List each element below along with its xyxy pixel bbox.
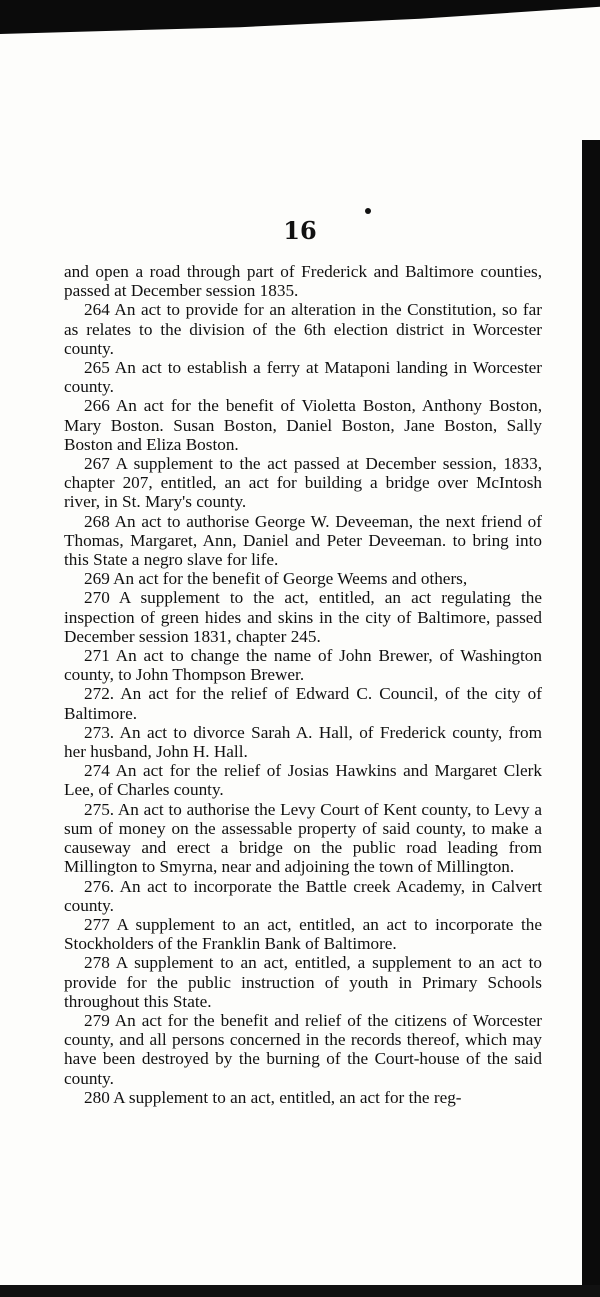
act-entry-270: 270 A supplement to the act, entitled, an act regulating the inspection of green hides and skins in the city of Baltimore, passed December session 1831, chapter 245. — [64, 588, 542, 646]
page-content — [64, 262, 542, 1107]
page-number: 16 — [283, 216, 317, 245]
act-entry-268: 268 An act to authorise George W. Deveeman, the next friend of Thomas, Margaret, Ann, Daniel and Peter Deveeman. to bring into this State a negro slave for life. — [64, 511, 542, 570]
act-entry-264: 264 An act to provide for an alteration in the Constitution, so far as relates to the division of the 6th election district in Worcester county. — [64, 300, 542, 358]
act-entry-275: 275. An act to authorise the Levy Court of Kent county, to Levy a sum of money on the assessable property of said county, to make a causeway and erect a bridge on the public road leading from Millington to Smyrna, near and adjoining the town of Millington. — [64, 799, 542, 877]
ink-dot — [365, 208, 371, 214]
act-entry-278: 278 A supplement to an act, entitled, a supplement to an act to provide for the public instruction of youth in Primary Schools throughout this State. — [64, 953, 542, 1011]
act-entry-271: 271 An act to change the name of John Brewer, of Washington county, to John Thompson Brewer. — [64, 646, 542, 685]
act-entry-272: 272. An act for the relief of Edward C. Council, of the city of Baltimore. — [64, 684, 542, 723]
act-entry-277: 277 A supplement to an act, entitled, an act to incorporate the Stockholders of the Franklin Bank of Baltimore. — [64, 914, 542, 954]
act-entry-267: 267 A supplement to the act passed at December session, 1833, chapter 207, entitled, an act for building a bridge over McIntosh river, in St. Mary's county. — [64, 454, 542, 512]
act-entry-269: 269 An act for the benefit of George Weems and others, — [84, 569, 468, 589]
scan-border-right — [582, 140, 600, 1297]
paragraph-continuation: and open a road through part of Frederick and Baltimore counties, passed at December session 1835. — [64, 262, 542, 301]
act-entry-273: 273. An act to divorce Sarah A. Hall, of Frederick county, from her husband, John H. Hall. — [64, 722, 542, 762]
act-entry-274: 274 An act for the relief of Josias Hawkins and Margaret Clerk Lee, of Charles county. — [64, 761, 542, 800]
act-entry-265: 265 An act to establish a ferry at Mataponi landing in Worcester county. — [64, 358, 542, 397]
act-entry-266: 266 An act for the benefit of Violetta Boston, Anthony Boston, Mary Boston. Susan Boston, Daniel Boston, Jane Boston, Sally Boston and Eliza Boston. — [64, 396, 542, 454]
scan-border-bottom — [0, 1285, 600, 1297]
act-entry-280: 280 A supplement to an act, entitled, an act for the reg- — [84, 1087, 462, 1107]
scan-border-top — [0, 0, 600, 34]
act-entry-279: 279 An act for the benefit and relief of the citizens of Worcester county, and all persons concerned in the records thereof, which may have been destroyed by the burning of the Court-house of the said county. — [64, 1010, 542, 1088]
act-entry-276: 276. An act to incorporate the Battle creek Academy, in Calvert county. — [64, 876, 542, 915]
